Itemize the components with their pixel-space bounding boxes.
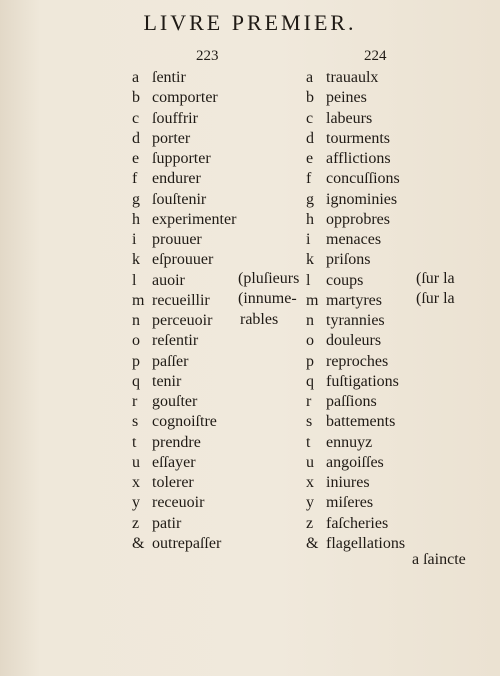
row-letter: c (306, 109, 314, 127)
word-row (306, 352, 405, 372)
row-word: outrepaſſer (152, 534, 222, 552)
row-letter: z (132, 514, 140, 532)
row-letter: g (306, 190, 314, 208)
row-word: tyrannies (326, 312, 385, 329)
row-word: labeurs (326, 109, 373, 127)
row-letter: r (132, 393, 138, 410)
word-row (132, 473, 236, 493)
word-row (132, 453, 236, 473)
word-row (306, 210, 405, 230)
row-letter: q (306, 372, 314, 390)
row-word: iniures (326, 474, 370, 491)
word-row (306, 129, 405, 149)
word-row (132, 230, 236, 250)
row-word: receuoir (152, 494, 205, 512)
word-row (306, 473, 405, 493)
row-letter: d (132, 129, 140, 147)
row-word: ſentir (152, 69, 186, 86)
word-row (306, 109, 405, 129)
row-word: flagellations (326, 534, 406, 552)
word-row (306, 412, 405, 432)
word-row (306, 372, 405, 392)
row-letter: t (306, 433, 311, 451)
row-word: recueillir (152, 291, 210, 309)
row-letter: l (306, 271, 311, 289)
row-letter: c (132, 109, 140, 127)
word-row (132, 271, 236, 291)
row-letter: b (132, 89, 140, 107)
row-letter: o (306, 332, 314, 350)
row-letter: e (306, 150, 314, 167)
row-word: ſouſtenir (152, 190, 207, 208)
row-letter: h (306, 210, 314, 228)
row-letter: y (306, 494, 314, 512)
row-word: concuſſions (326, 170, 400, 188)
row-letter: & (132, 534, 145, 552)
row-letter: n (306, 312, 314, 329)
row-word: ſouffrir (152, 109, 198, 127)
margin-note-rables: rables (240, 311, 279, 328)
word-row (132, 68, 236, 88)
row-letter: a (132, 69, 140, 86)
row-letter: q (132, 372, 140, 390)
row-letter: y (132, 494, 140, 512)
word-row (306, 230, 405, 250)
word-row (306, 534, 405, 554)
word-row (306, 392, 405, 412)
row-letter: s (306, 413, 313, 431)
row-word: afflictions (326, 150, 391, 167)
row-letter: m (132, 291, 145, 309)
margin-note-innume: (innume- (238, 290, 297, 307)
word-row (306, 331, 405, 351)
row-letter: n (132, 312, 140, 329)
row-word: coups (326, 271, 364, 289)
word-row (306, 291, 405, 311)
word-row (132, 109, 236, 129)
row-word: tenir (152, 372, 182, 390)
row-word: opprobres (326, 210, 390, 228)
row-word: experimenter (152, 210, 237, 228)
word-row (132, 372, 236, 392)
word-row (132, 311, 236, 331)
row-letter: e (132, 150, 140, 167)
word-row (306, 271, 405, 291)
row-letter: i (132, 231, 137, 248)
row-word: reſentir (152, 332, 199, 350)
word-row (132, 190, 236, 210)
word-row (132, 412, 236, 432)
row-letter: m (306, 291, 319, 309)
word-row (306, 149, 405, 169)
word-row (132, 291, 236, 311)
row-letter: x (132, 474, 140, 491)
row-letter: l (132, 271, 137, 289)
row-word: faſcheries (326, 514, 389, 532)
left-word-column (132, 68, 236, 554)
word-row (306, 190, 405, 210)
row-word: martyres (326, 291, 382, 309)
word-row (132, 433, 236, 453)
word-row (306, 493, 405, 513)
row-word: comporter (152, 89, 218, 107)
row-word: peines (326, 89, 367, 107)
row-letter: u (306, 453, 314, 471)
row-word: trauaulx (326, 69, 379, 86)
word-row (306, 311, 405, 331)
row-word: menaces (326, 231, 382, 248)
word-row (132, 88, 236, 108)
row-word: reproches (326, 352, 389, 370)
row-word: auoir (152, 271, 185, 289)
row-word: endurer (152, 170, 201, 188)
word-row (132, 514, 236, 534)
row-word: ignominies (326, 190, 398, 208)
row-letter: t (132, 433, 137, 451)
word-row (132, 392, 236, 412)
page-number-right: 224 (364, 48, 387, 64)
row-word: porter (152, 129, 191, 147)
page-number-left: 223 (196, 48, 219, 64)
row-word: perceuoir (152, 312, 213, 329)
word-row (132, 129, 236, 149)
row-word: paſſer (152, 352, 189, 370)
word-row (132, 352, 236, 372)
row-word: douleurs (326, 332, 382, 350)
row-word: priſons (326, 251, 371, 269)
word-row (132, 210, 236, 230)
word-row (132, 493, 236, 513)
row-letter: f (132, 170, 138, 188)
row-letter: s (132, 413, 139, 431)
row-letter: r (306, 393, 312, 410)
row-letter: b (306, 89, 314, 107)
right-note-1: (ſur la (416, 270, 455, 287)
row-word: miſeres (326, 494, 374, 512)
row-letter: a (306, 69, 314, 86)
word-row (132, 331, 236, 351)
catchword: a ſaincte (412, 551, 466, 568)
row-word: ennuyz (326, 433, 373, 451)
row-word: angoiſſes (326, 453, 384, 471)
row-word: fuſtigations (326, 372, 399, 390)
row-letter: & (306, 534, 319, 552)
row-word: eſprouuer (152, 251, 214, 269)
row-word: prendre (152, 433, 201, 451)
row-letter: k (306, 251, 314, 269)
row-letter: g (132, 190, 140, 208)
row-letter: d (306, 129, 314, 147)
row-letter: p (132, 352, 140, 370)
row-word: patir (152, 514, 182, 532)
row-letter: k (132, 251, 140, 269)
row-letter: u (132, 453, 140, 471)
word-row (306, 433, 405, 453)
row-letter: p (306, 352, 314, 370)
row-word: prouuer (152, 231, 202, 248)
row-word: cognoiſtre (152, 413, 217, 431)
word-row (132, 149, 236, 169)
row-letter: x (306, 474, 314, 491)
margin-note-plusieurs: (pluſieurs (238, 270, 300, 287)
row-word: gouſter (152, 393, 198, 410)
row-letter: f (306, 170, 312, 188)
word-row (306, 68, 405, 88)
row-word: tourments (326, 129, 390, 147)
word-row (306, 169, 405, 189)
row-letter: h (132, 210, 140, 228)
word-row (132, 534, 236, 554)
row-letter: o (132, 332, 140, 350)
word-row (306, 514, 405, 534)
right-note-2: (ſur la (416, 290, 455, 307)
word-row (132, 250, 236, 270)
row-word: battements (326, 413, 396, 431)
row-word: eſſayer (152, 453, 196, 471)
word-row (132, 169, 236, 189)
word-row (306, 453, 405, 473)
row-word: tolerer (152, 474, 194, 491)
word-row (306, 88, 405, 108)
word-row (306, 250, 405, 270)
running-header: LIVRE PREMIER. (143, 10, 357, 35)
row-letter: i (306, 231, 311, 248)
right-word-column (306, 68, 405, 554)
row-word: ſupporter (152, 150, 211, 167)
row-letter: z (306, 514, 314, 532)
row-word: paſſions (326, 393, 377, 410)
